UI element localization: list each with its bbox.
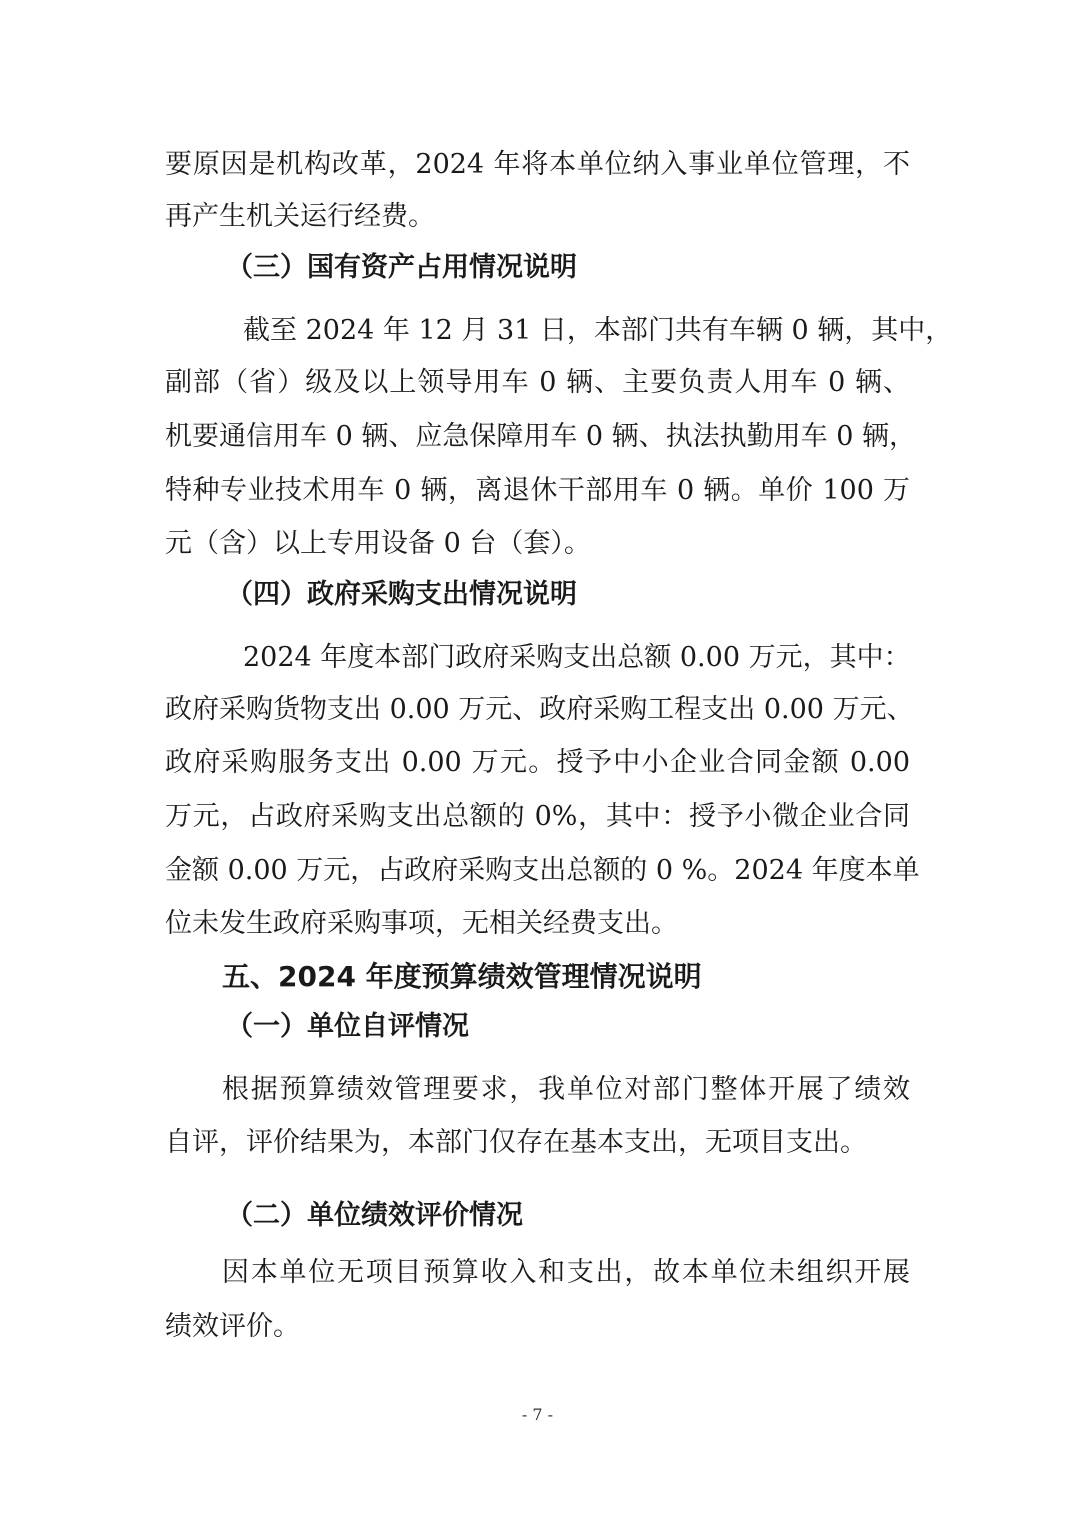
page-number: - 7 - bbox=[521, 1405, 554, 1424]
paragraph-line: 金额 0.00 万元，占政府采购支出总额的 0 %。2024 年度本单 bbox=[165, 855, 920, 886]
paragraph-line: 自评，评价结果为，本部门仅存在基本支出，无项目支出。 bbox=[165, 1127, 867, 1158]
section-heading-procurement: （四）政府采购支出情况说明 bbox=[226, 579, 577, 610]
paragraph-line: 特种专业技术用车 0 辆，离退休干部用车 0 辆。单价 100 万 bbox=[165, 475, 910, 506]
paragraph-line: 万元，占政府采购支出总额的 0%，其中：授予小微企业合同 bbox=[165, 801, 910, 832]
paragraph-line: 再产生机关运行经费。 bbox=[165, 201, 435, 232]
section-heading-assets: （三）国有资产占用情况说明 bbox=[226, 252, 577, 283]
paragraph-line: 元（含）以上专用设备 0 台（套）。 bbox=[165, 528, 591, 559]
paragraph-line: 副部（省）级及以上领导用车 0 辆、主要负责人用车 0 辆、 bbox=[165, 367, 910, 398]
paragraph-line: 政府采购服务支出 0.00 万元。授予中小企业合同金额 0.00 bbox=[165, 747, 910, 778]
paragraph-line: 政府采购货物支出 0.00 万元、政府采购工程支出 0.00 万元、 bbox=[165, 694, 914, 725]
paragraph-line: 位未发生政府采购事项，无相关经费支出。 bbox=[165, 908, 678, 939]
subsection-heading-performance-eval: （二）单位绩效评价情况 bbox=[226, 1200, 523, 1231]
paragraph-line: 机要通信用车 0 辆、应急保障用车 0 辆、执法执勤用车 0 辆， bbox=[165, 421, 917, 452]
paragraph-line: 2024 年度本部门政府采购支出总额 0.00 万元，其中： bbox=[243, 642, 911, 673]
paragraph-line: 绩效评价。 bbox=[165, 1311, 300, 1342]
subsection-heading-self-eval: （一）单位自评情况 bbox=[226, 1011, 469, 1042]
paragraph-line: 根据预算绩效管理要求，我单位对部门整体开展了绩效 bbox=[222, 1074, 910, 1105]
section-heading-performance: 五、2024 年度预算绩效管理情况说明 bbox=[222, 960, 702, 993]
paragraph-line: 要原因是机构改革，2024 年将本单位纳入事业单位管理，不 bbox=[165, 149, 910, 180]
paragraph-line: 因本单位无项目预算收入和支出，故本单位未组织开展 bbox=[222, 1257, 910, 1288]
paragraph-line: 截至 2024 年 12 月 31 日，本部门共有车辆 0 辆，其中， bbox=[243, 315, 953, 346]
